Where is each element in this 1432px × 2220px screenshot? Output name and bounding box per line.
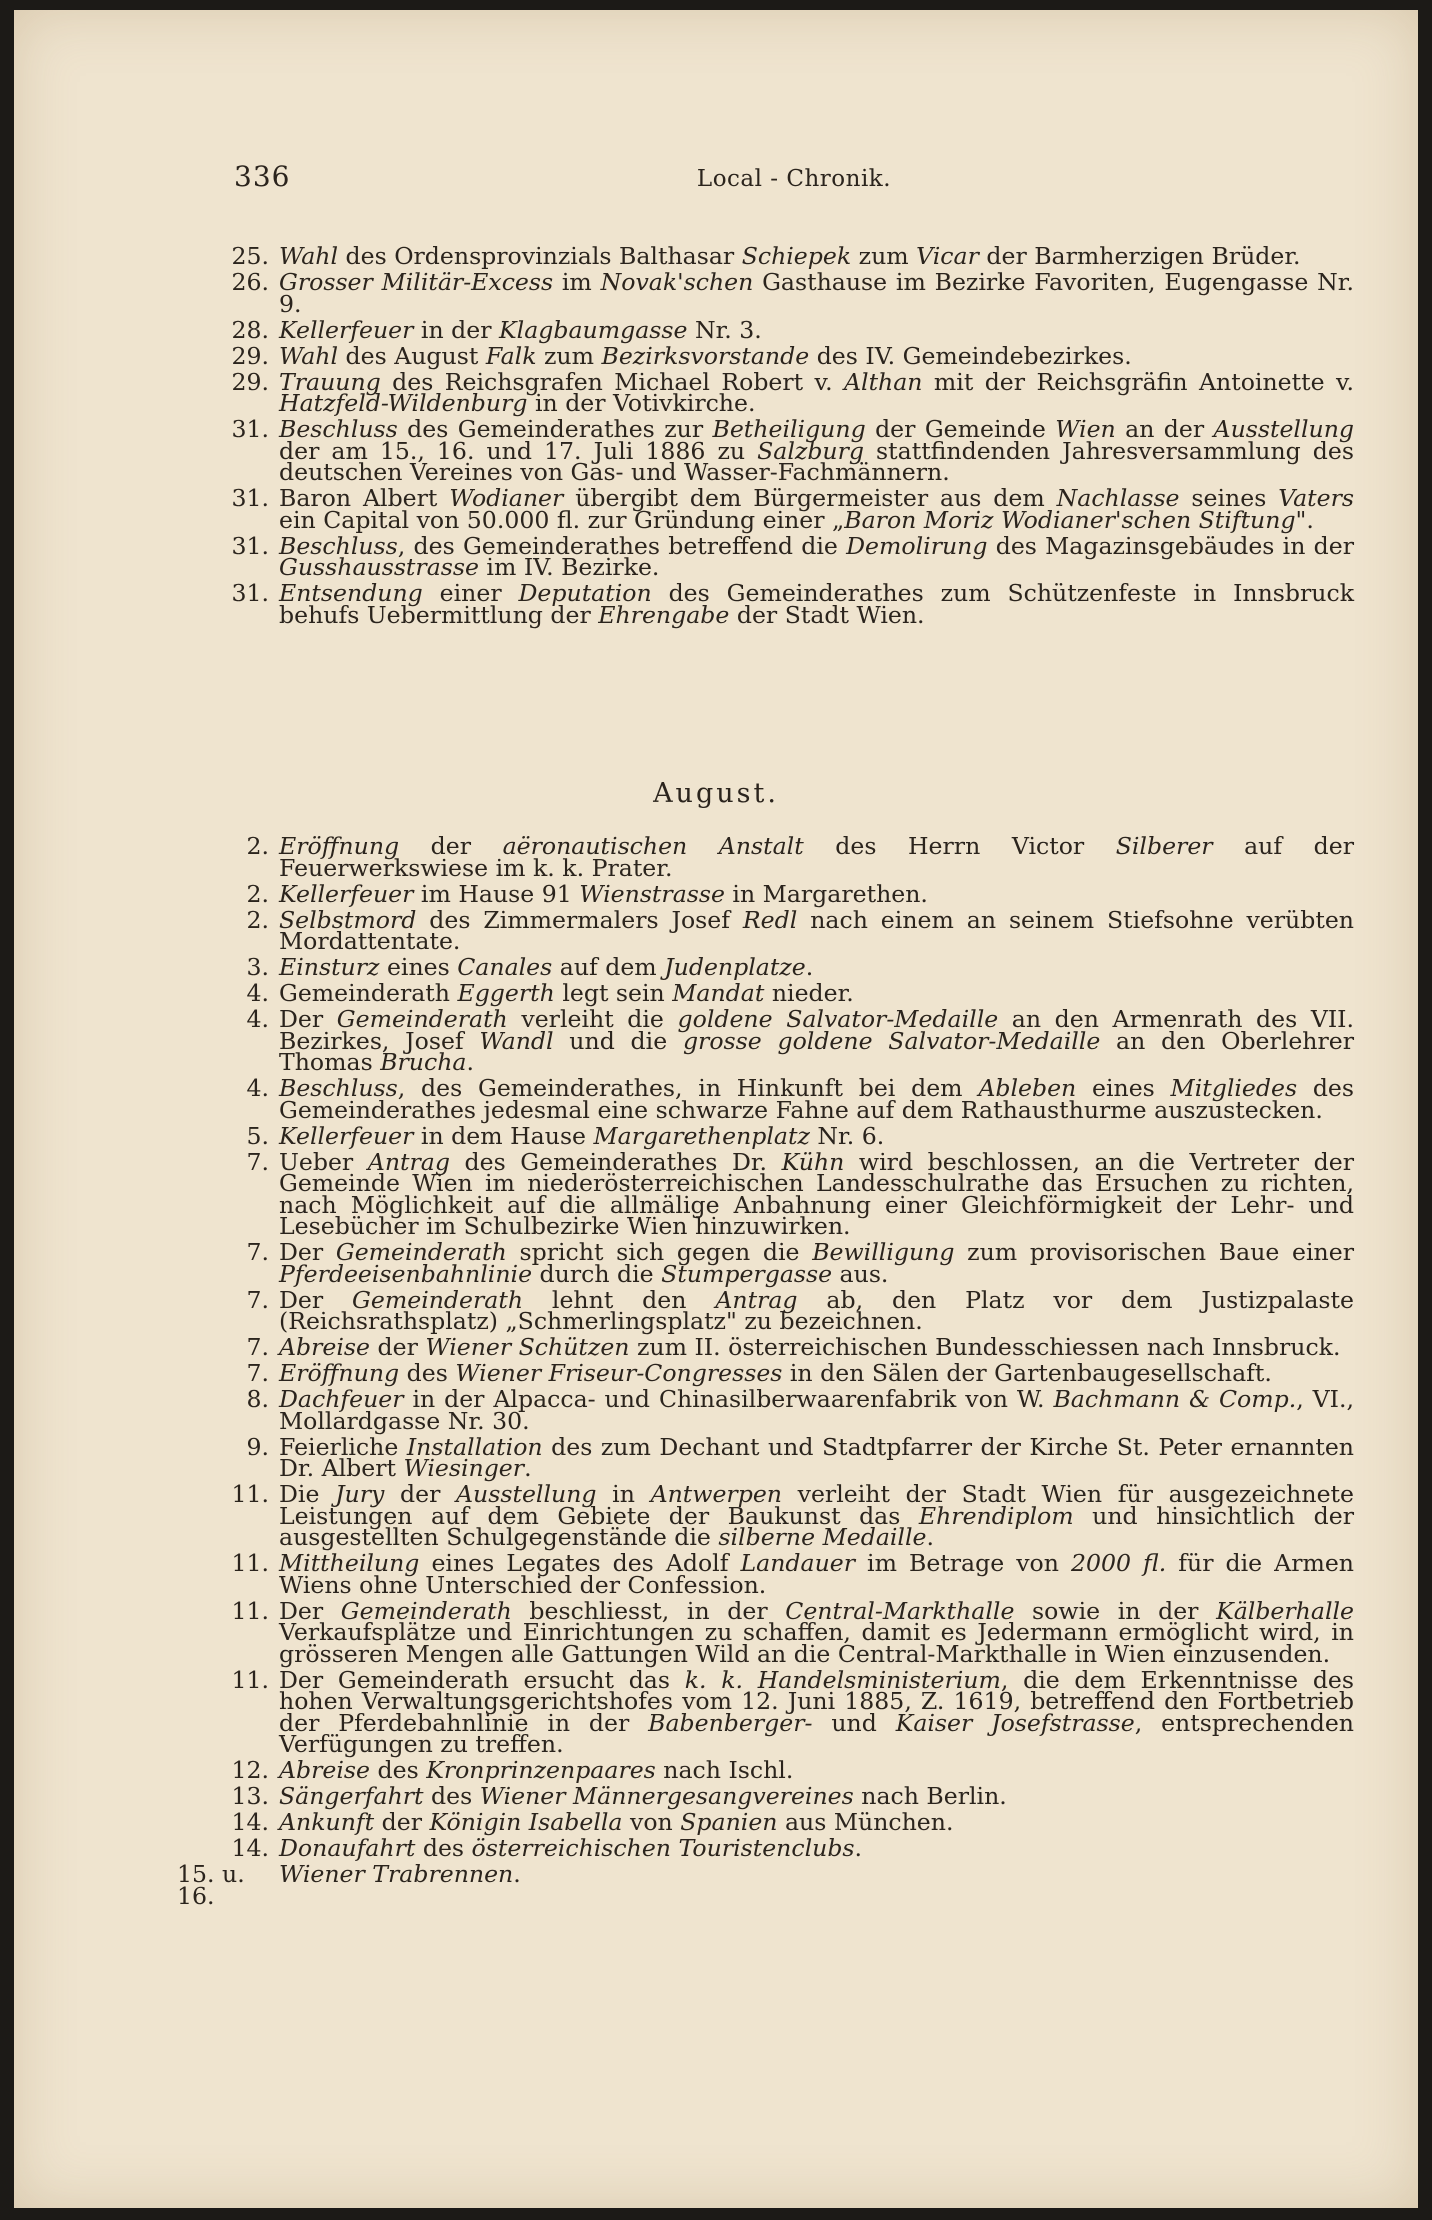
chronicle-entry [229,367,1354,417]
chronicle-entry [229,953,1354,981]
chronicle-entry [177,1860,1354,1910]
chronicle-entry [229,1808,1354,1836]
entry-text: Der Gemeinderath lehnt den Antrag ab, den Platz vor dem Justizpalaste (Reichsrathsplatz) „Schmerlingsplatz" zu bezeichnen. [279,1285,1354,1335]
chronicle-entry [229,1756,1354,1784]
entry-date: 13. [231,1782,269,1810]
entry-date: 7. [246,1147,269,1176]
entry-text: Mittheilung eines Legates des Adolf Landauer im Betrage von 2000 fl. für die Armen Wiens ohne Unterschied der Confession. [279,1549,1354,1599]
chronicle-entry [229,905,1354,955]
entry-date: 4. [246,979,269,1007]
chronicle-entry [229,1385,1354,1435]
august-entries [177,832,1355,1912]
entry-text: Entsendung einer Deputation des Gemeinderathes zum Schützenfeste in Innsbruck behufs Uebermittlung der Ehrengabe der Stadt Wien. [279,579,1354,629]
entry-date: 25. [231,242,269,270]
entry-text: Eröffnung des Wiener Friseur-Congresses in den Sälen der Gartenbaugesellschaft. [279,1359,1272,1387]
chronicle-entry [229,1238,1354,1288]
page-number: 336 [234,160,291,193]
entry-date: 8. [246,1385,269,1413]
entry-date: 3. [246,953,269,981]
entry-date: 11. [231,1549,269,1577]
entry-date: 11. [231,1596,269,1625]
chronicle-entry [229,1596,1354,1668]
chronicle-entry [229,1782,1354,1810]
chronicle-entry [229,879,1354,908]
entry-text: Dachfeuer in der Alpacca- und Chinasilberwaarenfabrik von W. Bachmann & Comp., VI., Mollardgasse Nr. 30. [279,1385,1354,1435]
entry-text: Trauung des Reichsgrafen Michael Robert v. Althan mit der Reichsgräfin Antoinette v. Hatzfeld-Wildenburg in der Votivkirche. [279,367,1354,417]
entry-text: Wahl des August Falk zum Bezirksvorstande des IV. Gemeindebezirkes. [279,341,1132,370]
entry-date: 4. [246,1005,269,1033]
entry-date: 7. [246,1285,269,1314]
chronicle-entry [229,579,1354,629]
entry-date: 9. [246,1432,269,1461]
entry-text: Wiener Trabrennen. [279,1860,521,1888]
entry-text: Grosser Militär-Excess im Novak'schen Gasthause im Bezirke Favoriten, Eugengasse Nr. 9. [279,268,1354,318]
entry-text: Der Gemeinderath ersucht das k. k. Handelsministerium, die dem Erkenntnisse des hohen Verwaltungsgerichtshofes vom 12. Juni 1885, Z. 1619, betreffend den Fortbetrieb der Pferdebahnlinie in der Babenberger- und Kaiser Josefstrasse, entsprechenden Verfügungen zu treffen. [279,1665,1354,1758]
entry-text: Kellerfeuer in dem Hause Margarethenplatz Nr. 6. [279,1121,885,1150]
entry-text: Ankunft der Königin Isabella von Spanien aus München. [279,1808,954,1836]
entry-text: Kellerfeuer im Hause 91 Wienstrasse in Margarethen. [279,879,928,908]
entry-date: 11. [231,1480,269,1508]
entry-text: Beschluss des Gemeinderathes zur Betheiligung der Gemeinde Wien an der Ausstellung der am 15., 16. und 17. Juli 1886 zu Salzburg stattfindenden Jahresversammlung des deutschen Vereines von Gas- und Wasser-Fachmännern. [279,415,1355,486]
entry-date: 5. [246,1121,269,1150]
chronicle-entry [229,1333,1354,1361]
chronicle-entry [229,979,1354,1007]
entry-text: Beschluss, des Gemeinderathes, in Hinkunft bei dem Ableben eines Mitgliedes des Gemeinderathes jedesmal eine schwarze Fahne auf dem Rathausthurme auszustecken. [279,1074,1354,1124]
running-head: Local - Chronik. [696,166,892,192]
entry-date: 11. [231,1665,269,1694]
entry-text: Der Gemeinderath beschliesst, in der Central-Markthalle sowie in der Kälberhalle Verkaufsplätze und Einrichtungen zu schaffen, damit es Jedermann ermöglicht wird, in grösseren Mengen alle Gattungen Wild an die Central-Markthalle in Wien einzusenden. [279,1596,1354,1668]
chronicle-entry [229,1121,1354,1150]
chronicle-entry [229,1359,1354,1387]
entry-text: Sängerfahrt des Wiener Männergesangvereines nach Berlin. [279,1782,1007,1810]
entry-date: 31. [231,579,269,607]
entry-date: 2. [246,832,269,860]
entry-date: 15. u. 16. [177,1860,245,1910]
entry-text: Wahl des Ordensprovinzials Balthasar Schiepek zum Vicar der Barmherzigen Brüder. [279,242,1301,270]
chronicle-entry [229,484,1354,534]
chronicle-entry [229,1005,1355,1076]
chronicle-entry [229,832,1354,882]
entry-date: 31. [231,484,269,512]
entry-text: Abreise des Kronprinzenpaares nach Ischl. [279,1756,794,1784]
entry-text: Kellerfeuer in der Klagbaumgasse Nr. 3. [279,315,762,344]
entry-text: Beschluss, des Gemeinderathes betreffend die Demolirung des Magazinsgebäudes in der Gusshausstrasse im IV. Bezirke. [279,531,1354,581]
entry-text: Abreise der Wiener Schützen zum II. österreichischen Bundesschiessen nach Innsbruck. [279,1333,1341,1361]
entry-text: Die Jury der Ausstellung in Antwerpen verleiht der Stadt Wien für ausgezeichnete Leistungen auf dem Gebiete der Baukunst das Ehrendiplom und hinsichtlich der ausgestellten Schulgegenstände die silberne Medaille. [279,1480,1354,1551]
chronicle-entry [229,268,1354,318]
entry-text: Der Gemeinderath spricht sich gegen die Bewilligung zum provisorischen Baue einer Pferdeeisenbahnlinie durch die Stumpergasse aus. [279,1238,1354,1288]
entry-text: Donaufahrt des österreichischen Touristenclubs. [279,1834,863,1862]
chronicle-entry [229,1549,1354,1599]
entry-text: Ueber Antrag des Gemeinderathes Dr. Kühn wird beschlossen, an die Vertreter der Gemeinde Wien im niederösterreichischen Landesschulrathe das Ersuchen zu richten, nach Möglichkeit auf die allmälige Anbahnung einer Gleichförmigkeit der Lehr- und Lesebücher im Schulbezirke Wien hinzuwirken. [279,1147,1354,1240]
entry-date: 14. [231,1834,269,1862]
entry-date: 2. [246,905,269,934]
entry-date: 26. [231,268,269,296]
chronicle-entry [229,1074,1354,1124]
entry-text: Baron Albert Wodianer übergibt dem Bürgermeister aus dem Nachlasse seines Vaters ein Capital von 50.000 fl. zur Gründung einer „Baron Moriz Wodianer'schen Stiftung". [279,484,1354,534]
month-heading-august: August. [653,778,779,809]
entry-date: 14. [231,1808,269,1836]
chronicle-entry [229,315,1354,344]
chronicle-entry [229,531,1354,581]
chronicle-entry [229,341,1354,370]
entry-date: 31. [231,531,269,560]
entry-text: Feierliche Installation des zum Dechant und Stadtpfarrer der Kirche St. Peter ernannten Dr. Albert Wiesinger. [279,1432,1354,1482]
chronicle-entry [229,1147,1354,1240]
entry-date: 2. [246,879,269,908]
entry-date: 29. [231,367,269,396]
entry-text: Der Gemeinderath verleiht die goldene Salvator-Medaille an den Armenrath des VII. Bezirkes, Josef Wandl und die grosse goldene Salvator-Medaille an den Oberlehrer Thomas Brucha. [279,1005,1355,1076]
book-page [14,10,1418,2208]
entry-text: Selbstmord des Zimmermalers Josef Redl nach einem an seinem Stiefsohne verübten Mordattentate. [279,905,1354,955]
entry-date: 28. [231,315,269,344]
chronicle-entry [229,1834,1354,1862]
entry-date: 31. [231,415,269,443]
entry-date: 12. [231,1756,269,1784]
entry-text: Gemeinderath Eggerth legt sein Mandat nieder. [279,979,854,1007]
chronicle-entry [229,415,1355,486]
entry-text: Eröffnung der aëronautischen Anstalt des Herrn Victor Silberer auf der Feuerwerkswiese im k. k. Prater. [279,832,1354,882]
chronicle-entry [229,1285,1354,1335]
chronicle-entry [229,242,1354,270]
chronicle-entry [229,1432,1354,1482]
chronicle-entry [229,1665,1354,1758]
entry-date: 7. [246,1238,269,1266]
entry-date: 7. [246,1359,269,1387]
entry-text: Einsturz eines Canales auf dem Judenplatze. [279,953,814,981]
chronicle-entry [229,1480,1354,1551]
entry-date: 7. [246,1333,269,1361]
entry-date: 4. [246,1074,269,1102]
entry-date: 29. [231,341,269,370]
page-header [234,160,1354,200]
july-entries [229,242,1355,631]
